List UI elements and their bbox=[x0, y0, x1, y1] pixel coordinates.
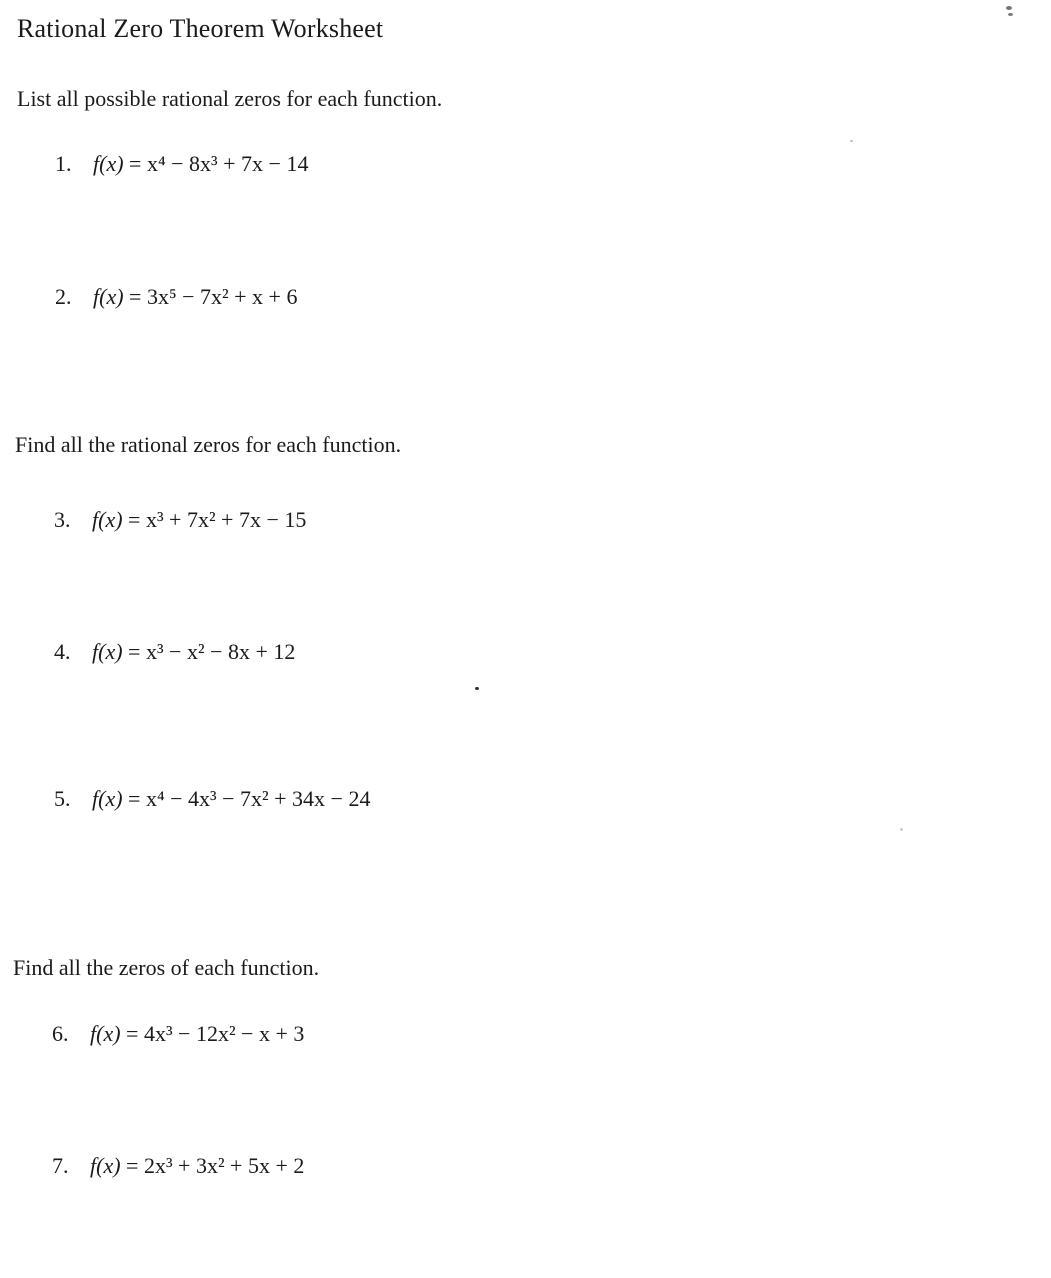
section-3-instruction: Find all the zeros of each function. bbox=[13, 955, 320, 980]
function-name: f(x) bbox=[92, 507, 123, 532]
problem-number: 3. bbox=[54, 507, 71, 532]
problem-number: 7. bbox=[52, 1153, 69, 1178]
polynomial: 2x³ + 3x² + 5x + 2 bbox=[143, 1153, 305, 1178]
polynomial: x⁴ − 4x³ − 7x² + 34x − 24 bbox=[145, 786, 371, 811]
polynomial: x⁴ − 8x³ + 7x − 14 bbox=[146, 151, 309, 176]
problem-3: 3. f(x) = x³ + 7x² + 7x − 15 bbox=[54, 507, 307, 532]
polynomial: x³ + 7x² + 7x − 15 bbox=[145, 507, 307, 532]
problem-1: 1. f(x) = x⁴ − 8x³ + 7x − 14 bbox=[55, 151, 309, 176]
function-name: f(x) bbox=[92, 639, 123, 664]
section-1-instruction: List all possible rational zeros for each function. bbox=[17, 86, 443, 111]
problem-number: 2. bbox=[55, 284, 72, 309]
problem-number: 1. bbox=[55, 151, 72, 176]
problem-6: 6. f(x) = 4x³ − 12x² − x + 3 bbox=[52, 1021, 305, 1046]
scan-speck bbox=[1006, 6, 1012, 10]
polynomial: x³ − x² − 8x + 12 bbox=[145, 639, 296, 664]
scan-speck bbox=[900, 828, 903, 831]
worksheet-title: Rational Zero Theorem Worksheet bbox=[17, 14, 384, 43]
polynomial: 3x⁵ − 7x² + x + 6 bbox=[146, 284, 298, 309]
function-name: f(x) bbox=[92, 786, 123, 811]
polynomial: 4x³ − 12x² − x + 3 bbox=[143, 1021, 305, 1046]
scan-speck bbox=[475, 687, 479, 690]
problem-number: 6. bbox=[52, 1021, 69, 1046]
scan-speck bbox=[850, 140, 853, 142]
section-2-instruction: Find all the rational zeros for each function. bbox=[15, 432, 402, 457]
problem-7: 7. f(x) = 2x³ + 3x² + 5x + 2 bbox=[52, 1153, 305, 1178]
problem-2: 2. f(x) = 3x⁵ − 7x² + x + 6 bbox=[55, 284, 298, 309]
function-name: f(x) bbox=[90, 1153, 121, 1178]
problem-number: 5. bbox=[54, 786, 71, 811]
problem-5: 5. f(x) = x⁴ − 4x³ − 7x² + 34x − 24 bbox=[54, 786, 371, 811]
problem-4: 4. f(x) = x³ − x² − 8x + 12 bbox=[54, 639, 296, 664]
problem-number: 4. bbox=[54, 639, 71, 664]
function-name: f(x) bbox=[93, 284, 124, 309]
function-name: f(x) bbox=[93, 151, 124, 176]
function-name: f(x) bbox=[90, 1021, 121, 1046]
scan-speck bbox=[1008, 13, 1013, 16]
